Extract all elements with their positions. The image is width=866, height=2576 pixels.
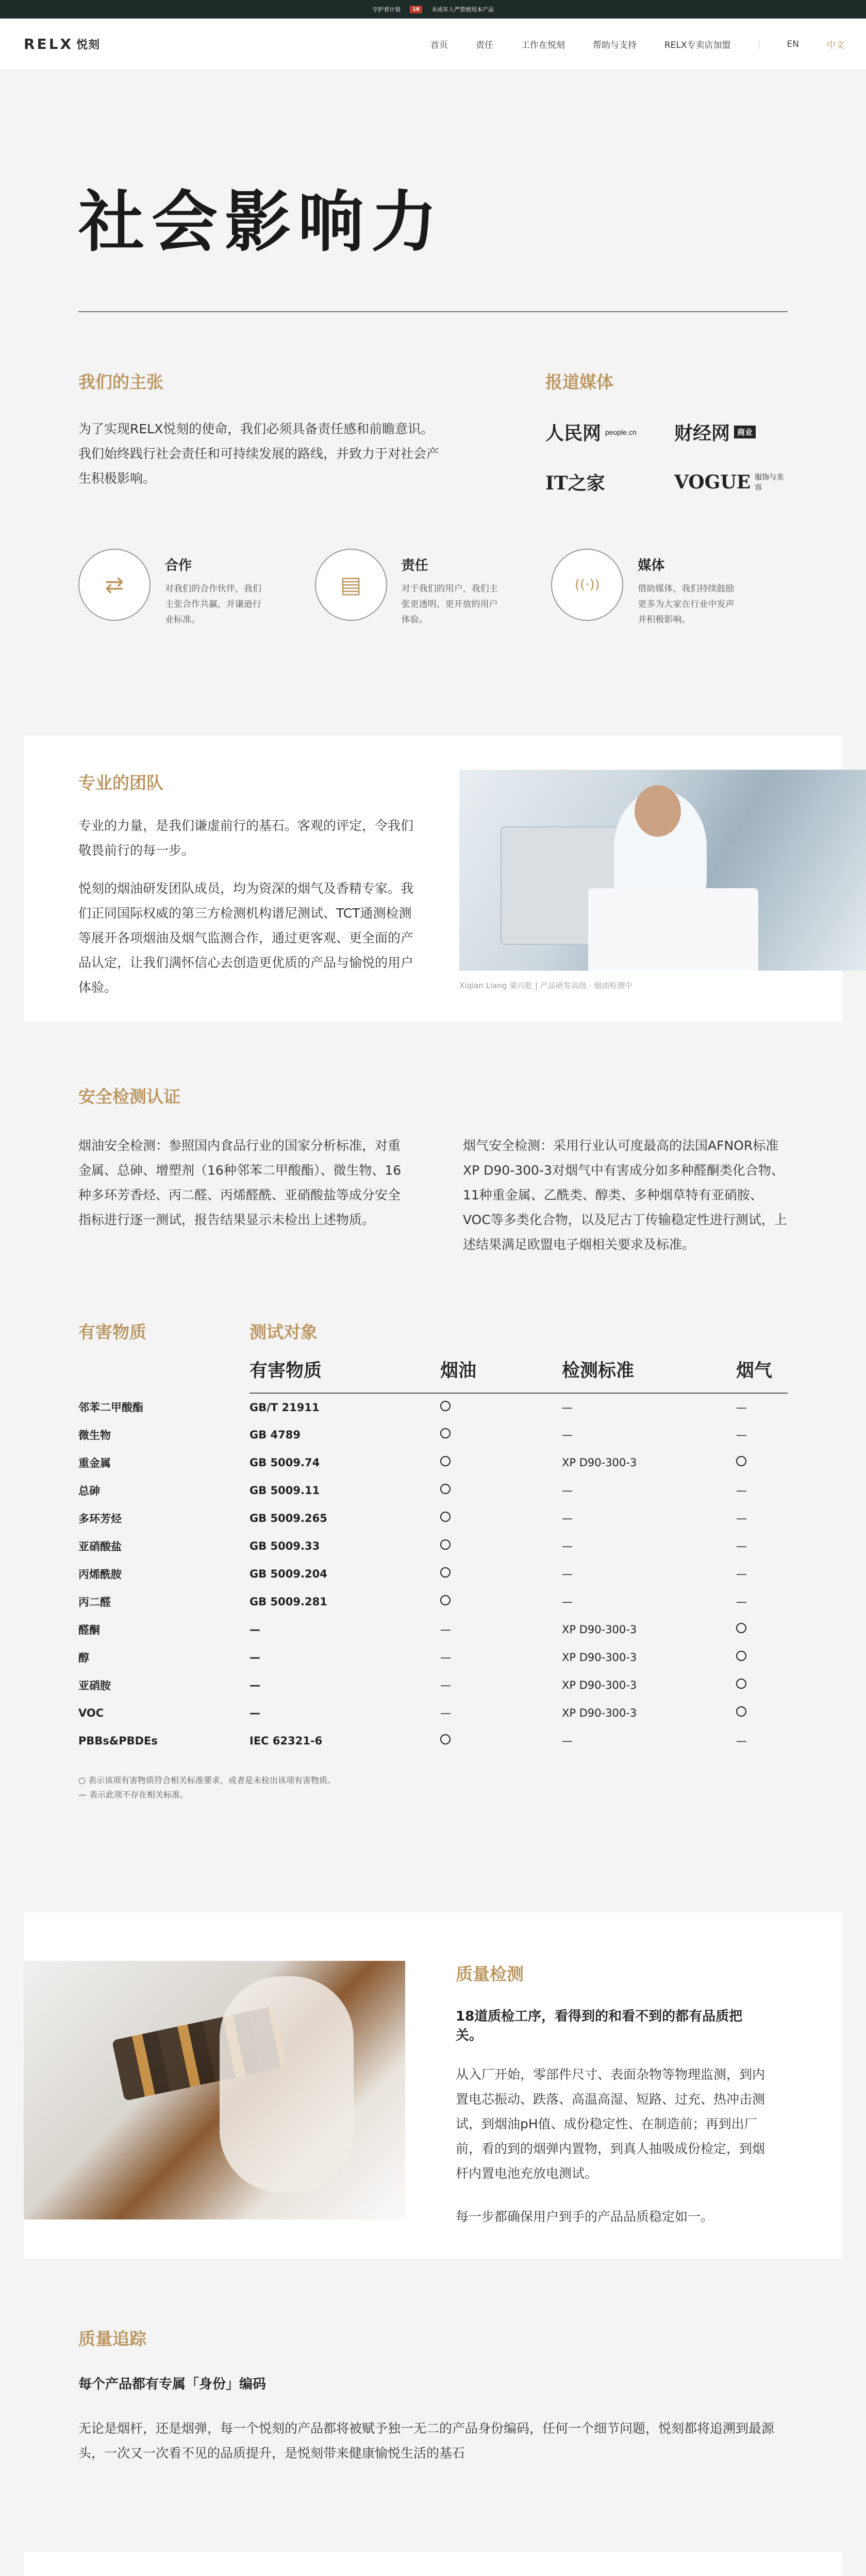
table-row — [78, 1449, 788, 1477]
dash-cell: — — [440, 1623, 451, 1636]
vogue-logo[interactable]: VOGUE 服饰与美容 — [674, 471, 784, 493]
circle-icon — [736, 1679, 746, 1689]
pass-mark — [736, 1616, 788, 1643]
circle-icon — [736, 1651, 746, 1661]
spacer-cell: GB 5009.265 — [249, 1512, 327, 1524]
logo-cn-text: 悦刻 — [76, 39, 101, 52]
header-substance: 有害物质 — [249, 1345, 440, 1393]
photo-caption: Xiqian Liang 梁兴乾 | 产品研发高级 · 烟油检测中 — [459, 981, 633, 990]
table-row — [78, 1532, 788, 1560]
dash-cell: — — [562, 1429, 573, 1441]
spacer-cell: — — [249, 1623, 260, 1636]
nav-franchise[interactable]: RELX专卖店加盟 — [664, 40, 731, 50]
people-cn-logo[interactable]: 人民网 people.cn — [545, 422, 637, 444]
dash-cell: — — [562, 1596, 573, 1608]
ithome-logo[interactable]: IT之家 — [545, 472, 605, 494]
quality-title: 质量检测 — [456, 1964, 524, 1984]
team-text-1: 专业的力量，是我们谦虚前行的基石。客观的评定，令我们敬畏前行的每一步。 — [78, 818, 414, 858]
substance-name: 重金属 — [78, 1457, 111, 1469]
dash-cell: — — [562, 1735, 573, 1747]
mission-text: 为了实现RELX悦刻的使命，我们必须具备责任感和前瞻意识。我们始终践行社会责任和可持续发展的路线，并致力于对社会产生积极影响。 — [78, 421, 440, 486]
pass-mark — [440, 1504, 562, 1532]
guardian-text[interactable]: 守护者计划 — [372, 6, 401, 13]
pass-mark — [440, 1449, 562, 1477]
dash-cell: — — [736, 1429, 747, 1441]
nav-support[interactable]: 帮助与支持 — [592, 40, 637, 50]
pass-mark — [440, 1560, 562, 1588]
circle-icon — [440, 1595, 451, 1605]
circle-icon — [736, 1706, 746, 1717]
substance-name: 丙烯酰胺 — [78, 1568, 122, 1581]
pass-mark — [440, 1588, 562, 1616]
nav-links — [430, 38, 844, 50]
pass-mark — [736, 1449, 788, 1477]
spacer-cell: GB 5009.11 — [249, 1484, 320, 1497]
quality-card — [24, 1912, 842, 2259]
supply-card — [24, 2552, 842, 2576]
cartridge-hand-photo — [24, 1961, 405, 2219]
substance-name: 醛酮 — [78, 1624, 100, 1636]
table-row — [78, 1671, 788, 1699]
table-row — [78, 1699, 788, 1727]
dash-cell: — — [736, 1568, 747, 1580]
circle-icon — [440, 1484, 451, 1494]
pillars-section — [0, 495, 866, 628]
dash-cell: — — [562, 1484, 573, 1497]
circle-icon — [440, 1456, 451, 1466]
substance-name: 多环芳烃 — [78, 1513, 122, 1525]
test-object-label: 测试对象 — [249, 1322, 318, 1342]
circle-icon — [736, 1456, 746, 1466]
top-announcement-bar — [0, 0, 866, 19]
safety-title: 安全检测认证 — [78, 1087, 180, 1107]
substance-name: 总砷 — [78, 1485, 100, 1497]
spacer-cell: — — [249, 1651, 260, 1664]
dash-cell: — — [562, 1512, 573, 1524]
nav-home[interactable]: 首页 — [430, 40, 448, 50]
header-liquid: 烟油 — [440, 1345, 562, 1393]
table-row — [78, 1421, 788, 1449]
table-row — [78, 1393, 788, 1421]
dash-cell: — — [736, 1540, 747, 1552]
lang-en[interactable]: EN — [787, 39, 799, 49]
substance-name: 醇 — [78, 1652, 89, 1664]
dash-cell: — — [736, 1512, 747, 1524]
standard-cell: XP D90-300-3 — [562, 1623, 637, 1636]
pass-mark — [736, 1699, 788, 1727]
pass-mark — [440, 1421, 562, 1449]
circle-icon — [440, 1567, 451, 1578]
harmful-label: 有害物质 — [78, 1322, 146, 1342]
standard-cell: XP D90-300-3 — [562, 1707, 637, 1719]
table-row — [78, 1477, 788, 1504]
spacer-cell: IEC 62321-6 — [249, 1735, 323, 1747]
table-row — [78, 1588, 788, 1616]
dash-cell: — — [736, 1596, 747, 1608]
substance-name: 亚硝胺 — [78, 1680, 111, 1692]
page-title: 社会影响力 — [78, 184, 445, 261]
main-nav — [0, 19, 866, 70]
spacer-cell: GB 5009.33 — [249, 1540, 320, 1552]
pillar-cooperation — [78, 549, 315, 628]
media-icon: ((·)) — [551, 549, 623, 621]
logo-text: RELX — [24, 36, 74, 53]
table-row — [78, 1560, 788, 1588]
dash-cell: — — [440, 1651, 451, 1664]
minor-warning-text: 未成年人严禁使用本产品 — [431, 6, 494, 13]
spacer-cell: — — [249, 1707, 260, 1719]
quality-subtitle: 18道质检工序，看得到的和看不到的都有品质把关。 — [456, 2009, 743, 2043]
dash-cell: — — [736, 1484, 747, 1497]
pass-mark — [440, 1532, 562, 1560]
spacer-cell: — — [249, 1679, 260, 1691]
substance-name: VOC — [78, 1707, 104, 1719]
table-row — [78, 1504, 788, 1532]
pillar-media — [551, 549, 788, 628]
trace-section — [0, 2259, 866, 2466]
quality-text-1: 从入厂开始，零部件尺寸、表面杂物等物理监测，到内置电芯振动、跌落、高温高湿、短路、过充、热冲击测试，到烟油pH值、成份稳定性、在制造前；再到出厂前，看的到的烟弹内置物，到真人抽吸成份检定，到烟杆内置电池充放电测试。 — [456, 2067, 765, 2181]
dash-cell: — — [562, 1568, 573, 1580]
safety-section — [0, 1022, 866, 1802]
table-row — [78, 1643, 788, 1671]
table-note-2: — 表示此项不存在相关标准。 — [78, 1790, 189, 1800]
pass-mark — [440, 1393, 562, 1421]
dash-cell: — — [562, 1540, 573, 1552]
standard-cell: XP D90-300-3 — [562, 1651, 637, 1664]
substance-name: 微生物 — [78, 1429, 111, 1442]
team-title: 专业的团队 — [78, 773, 163, 793]
lab-scientist-photo — [459, 770, 866, 971]
pass-mark — [736, 1671, 788, 1699]
trace-subtitle: 每个产品都有专属「身份」编码 — [78, 2377, 267, 2392]
dash-cell: — — [562, 1401, 573, 1414]
dash-cell: — — [736, 1735, 747, 1747]
media-section — [545, 369, 788, 495]
spacer-cell: GB 4789 — [249, 1429, 301, 1441]
caijing-logo[interactable]: 财经网 商业 — [674, 419, 788, 445]
pillar-title: 合作 — [165, 558, 192, 573]
pillar-text: 对我们的合作伙伴，我们主张合作共赢，并谦逊行业标准。 — [165, 584, 261, 625]
pass-mark — [440, 1727, 562, 1755]
nav-careers[interactable]: 工作在悦刻 — [521, 40, 565, 50]
circle-icon — [736, 1623, 746, 1633]
spacer-cell: GB 5009.204 — [249, 1568, 327, 1580]
lang-cn[interactable]: 中文 — [827, 40, 844, 50]
dash-cell: — — [440, 1679, 451, 1691]
circle-icon — [440, 1512, 451, 1522]
circle-icon — [440, 1401, 451, 1411]
circle-icon — [440, 1539, 451, 1550]
safety-liquid-text: 烟油安全检测：参照国内食品行业的国家分析标准，对重金属、总砷、增塑剂（16种邻苯二甲酸酯）、微生物、16种多环芳香烃、丙二醛、丙烯醛酰、亚硝酸盐等成分安全指标进行逐一测试，报告结果显示未检出上述物质。 — [78, 1138, 402, 1227]
handshake-icon: ⇄ — [78, 549, 151, 621]
table-header — [78, 1345, 788, 1393]
table-row — [78, 1616, 788, 1643]
pillar-title: 媒体 — [638, 558, 665, 573]
nav-responsibility[interactable]: 责任 — [475, 40, 493, 50]
circle-icon — [440, 1734, 451, 1744]
trace-title: 质量追踪 — [78, 2329, 146, 2349]
spacer-cell: GB/T 21911 — [249, 1401, 320, 1414]
team-text-2: 悦刻的烟油研发团队成员，均为资深的烟气及香精专家。我们正同国际权威的第三方检测机构谱尼测试、TCT通测检测等展开各项烟油及烟气监测合作，通过更客观、更全面的产品认定，让我们满怀信心去创造更优质的产品与愉悦的用户体验。 — [78, 881, 414, 995]
age-18-badge: 18 — [410, 6, 422, 13]
table-note-1: ○ 表示该项有害物质符合相关标准要求，或者是未检出该项有害物质。 — [78, 1775, 336, 1785]
table-row — [78, 1727, 788, 1755]
spacer-cell: GB 5009.281 — [249, 1596, 327, 1608]
media-title: 报道媒体 — [545, 372, 613, 392]
mission-title: 我们的主张 — [78, 372, 163, 392]
harmful-substance-table — [78, 1345, 788, 1755]
hero-section — [0, 70, 866, 312]
header-vapor: 烟气 — [736, 1345, 788, 1393]
spacer-cell: GB 5009.74 — [249, 1456, 320, 1469]
header-standard: 检测标准 — [562, 1345, 736, 1393]
substance-name: PBBs&PBDEs — [78, 1735, 158, 1747]
safety-vapor-text: 烟气安全检测：采用行业认可度最高的法国AFNOR标准XP D90-300-3对烟气中有害成分如多种醛酮类化合物、11种重金属、乙酰类、醇类、多种烟草特有亚硝胺、VOC等多类化合物，以及尼古丁传输稳定性进行测试，上述结果满足欧盟电子烟相关要求及标准。 — [463, 1138, 787, 1252]
pass-mark — [440, 1477, 562, 1504]
quality-text-2: 每一步都确保用户到手的产品品质稳定如一。 — [456, 2209, 714, 2224]
pillar-text: 对于我们的用户，我们主张更透明、更开放的用户体验。 — [401, 584, 498, 625]
pillar-responsibility — [315, 549, 552, 628]
trace-text: 无论是烟杆，还是烟弹，每一个悦刻的产品都将被赋予独一无二的产品身份编码，任何一个细节问题，悦刻都将追溯到最源头，一次又一次看不见的品质提升，是悦刻带来健康愉悦生活的基石 — [78, 2421, 775, 2461]
mission-section — [0, 312, 866, 495]
substance-name: 丙二醛 — [78, 1596, 111, 1608]
dash-cell: — — [440, 1707, 451, 1719]
relx-logo[interactable] — [24, 36, 100, 53]
substance-name: 亚硝酸盐 — [78, 1540, 122, 1553]
dash-cell: — — [736, 1401, 747, 1414]
team-card — [24, 736, 842, 1022]
pillar-text: 借助媒体，我们持续鼓励更多为大家在行业中发声并积极影响。 — [638, 584, 735, 625]
circle-icon — [440, 1428, 451, 1438]
page-body — [0, 70, 866, 2576]
pillar-title: 责任 — [401, 558, 428, 573]
substance-name: 邻苯二甲酸酯 — [78, 1401, 143, 1414]
pass-mark — [736, 1643, 788, 1671]
document-icon: ▤ — [315, 549, 387, 621]
harmful-table-wrap — [78, 1319, 788, 1802]
standard-cell: XP D90-300-3 — [562, 1679, 637, 1691]
standard-cell: XP D90-300-3 — [562, 1456, 637, 1469]
